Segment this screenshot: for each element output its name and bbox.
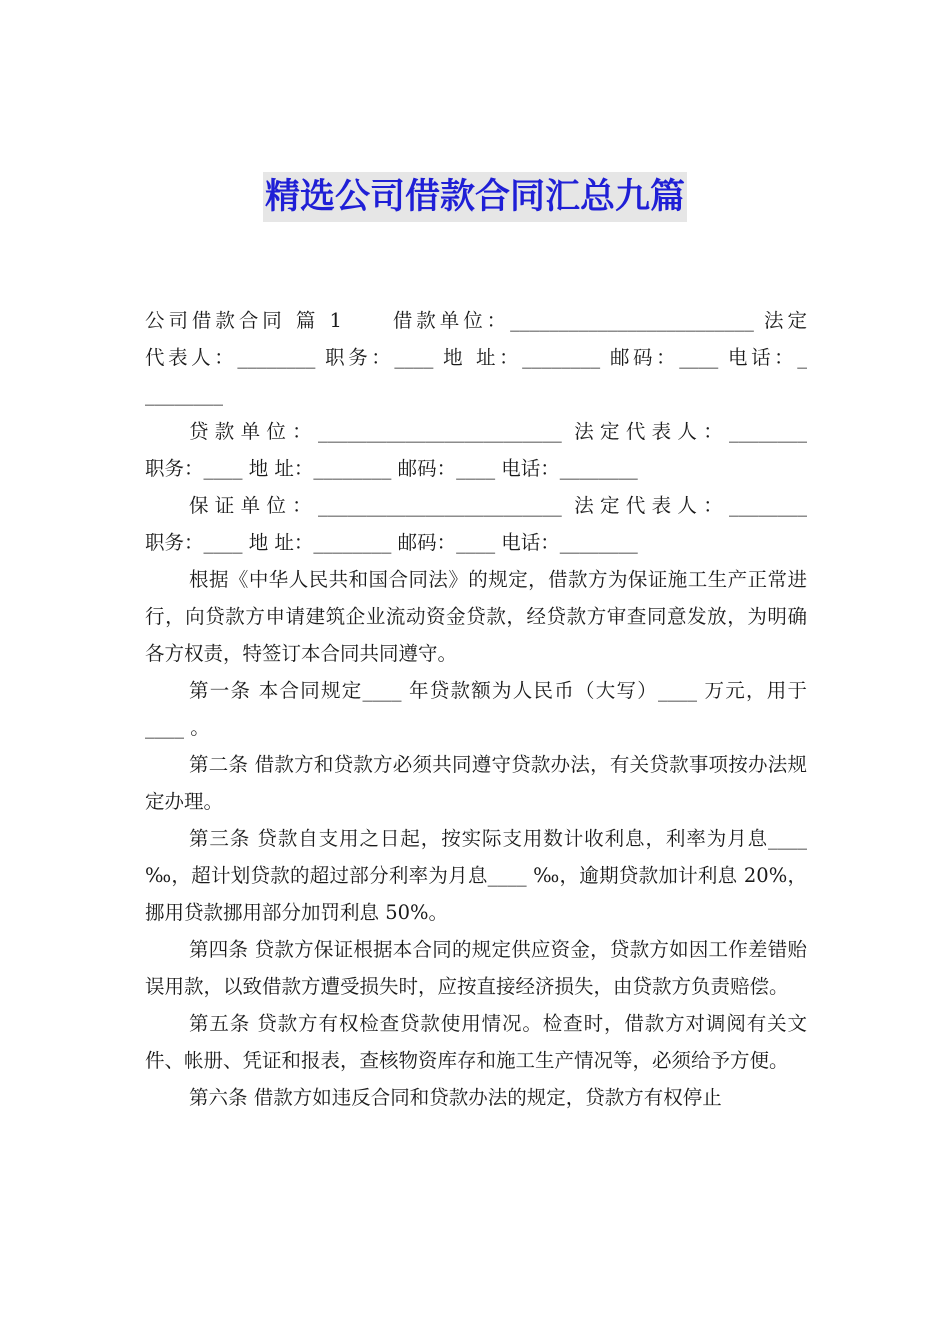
document-body	[145, 302, 807, 1116]
article-2-paragraph: 第二条 借款方和贷款方必须共同遵守贷款办法，有关贷款事项按办法规定办理。	[145, 753, 807, 813]
document-title: 精选公司借款合同汇总九篇	[263, 172, 687, 222]
article-5-paragraph: 第五条 贷款方有权检查贷款使用情况。检查时，借款方对调阅有关文件、帐册、凭证和报表，查核物资库存和施工生产情况等，必须给予方便。	[145, 1012, 807, 1072]
article-6-paragraph: 第六条 借款方如违反合同和贷款办法的规定，贷款方有权停止	[189, 1086, 722, 1109]
article-1-paragraph: 第一条 本合同规定____ 年贷款额为人民币（大写）____ 万元，用于____ 。	[145, 679, 807, 739]
preamble-paragraph: 根据《中华人民共和国合同法》的规定，借款方为保证施工生产正常进行，向贷款方申请建筑企业流动资金贷款，经贷款方审查同意发放，为明确各方权责，特签订本合同共同遵守。	[145, 568, 807, 665]
borrower-line-1: 公司借款合同 篇 1 借款单位：_________________________ 法定	[145, 309, 807, 332]
lender-line-2: 职务：____ 地 址：________ 邮码：____ 电话：________	[145, 457, 638, 480]
lender-line-1: 贷款单位：_________________________ 法定代表人：________	[189, 420, 807, 443]
guarantor-line-2: 职务：____ 地 址：________ 邮码：____ 电话：________	[145, 531, 638, 554]
borrower-line-3: ________	[145, 383, 223, 406]
borrower-line-2: 代表人：________ 职务：____ 地 址：________ 邮码：____ 电话：_	[145, 346, 807, 369]
title-wrapper	[0, 172, 950, 222]
guarantor-line-1: 保证单位：_________________________ 法定代表人：________	[189, 494, 807, 517]
article-3-paragraph: 第三条 贷款自支用之日起，按实际支用数计收利息，利率为月息____ ‰，超计划贷款的超过部分利率为月息____ ‰，逾期贷款加计利息 20%，挪用贷款挪用部分加罚利息 50%。	[145, 827, 807, 924]
article-4-paragraph: 第四条 贷款方保证根据本合同的规定供应资金，贷款方如因工作差错贻误用款，以致借款方遭受损失时，应按直接经济损失，由贷款方负责赔偿。	[145, 938, 807, 998]
